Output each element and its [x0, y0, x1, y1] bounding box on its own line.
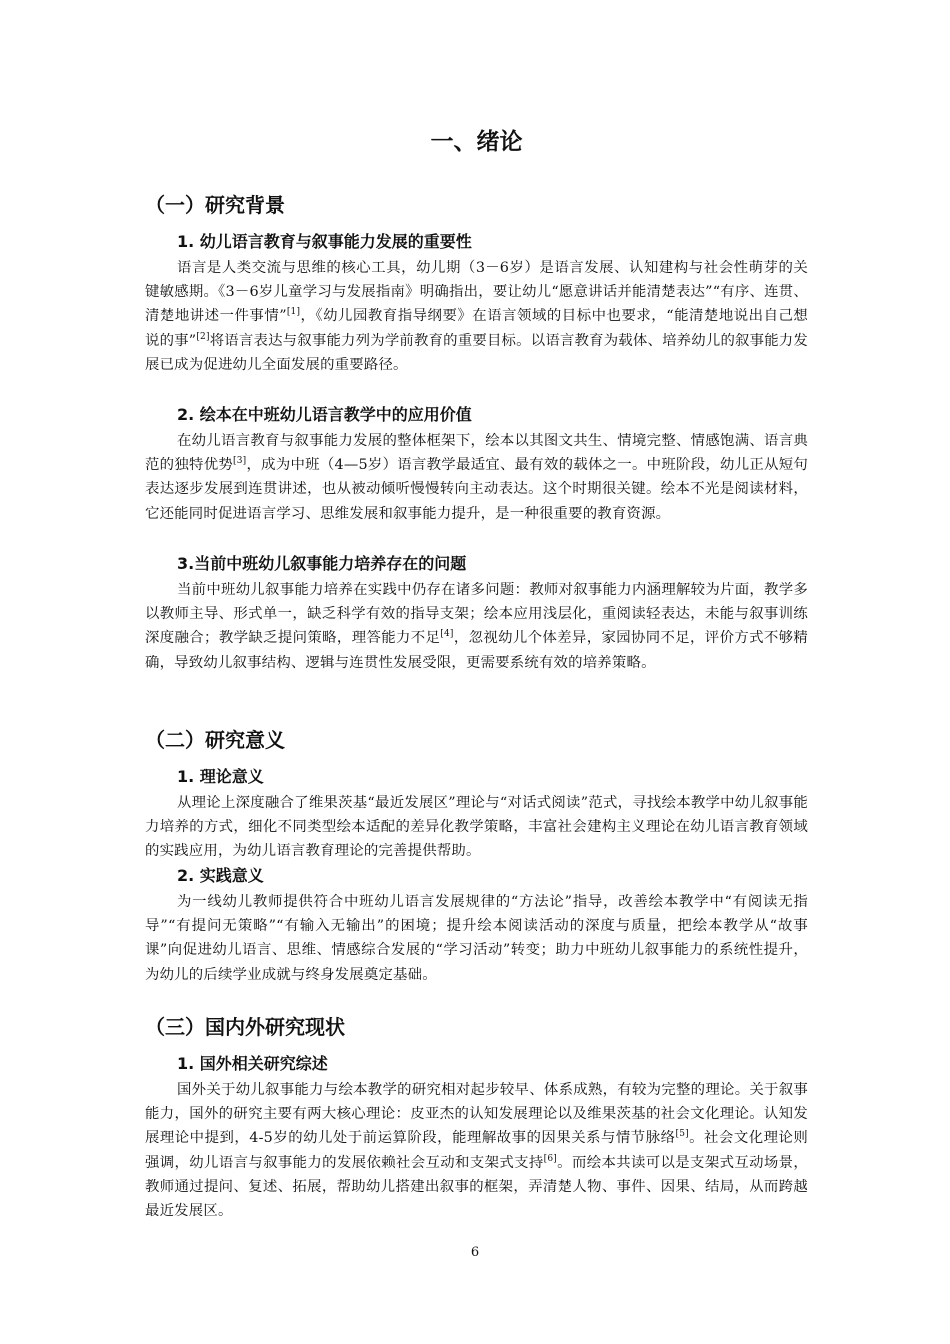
subsection-title-value: 2. 绘本在中班幼儿语言教学中的应用价值 [177, 405, 472, 424]
text-span: 在幼儿语言教育与叙事能力发展的整体框架下，绘本以其图文共生、情境完整、情感饱满、语言典范的独特优势 [145, 433, 808, 474]
text-span: 。而绘本共读可以是支架式互动场景，教师通过提问、复述、拓展，帮助幼儿搭建出叙事的框架，弄清楚人物、事件、因果、结局，从而跨越最近发展区。 [145, 1154, 808, 1220]
text-span: 将语言表达与叙事能力列为学前教育的重要目标。以语言教育为载体、培养幼儿的叙事能力发展已成为促进幼儿全面发展的重要路径。 [145, 332, 808, 373]
paragraph-foreign [145, 1078, 808, 1223]
paragraph-problems [145, 578, 808, 675]
page-number: 6 [470, 1245, 480, 1260]
text-span: 语言是人类交流与思维的核心工具，幼儿期（3－6岁）是语言发展、认知建构与社会性萌芽的关键敏感期。《3－6岁儿童学习与发展指南》明确指出，要让幼儿“愿意讲话并能清楚表达”“有序、连贯、清楚地讲述一件事情” [145, 260, 808, 325]
paragraph-importance [145, 256, 808, 377]
chapter-title: 一、绪论 [430, 129, 523, 155]
text-span: ，《幼儿园教育指导纲要》在语言领域的目标中也要求，“能清楚地说出自己想说的事” [145, 308, 808, 349]
citation-2: [2] [196, 331, 210, 342]
text-span: 。社会文化理论则强调，幼儿语言与叙事能力的发展依赖社会互动和支架式支持 [145, 1130, 808, 1171]
paragraph-value [145, 429, 808, 526]
text-span: 当前中班幼儿叙事能力培养在实践中仍存在诸多问题：教师对叙事能力内涵理解较为片面，教学多以教师主导、形式单一，缺乏科学有效的指导支架；绘本应用浅层化，重阅读轻表达，未能与叙事训练深度融合；教学缺乏提问策略，理答能力不足 [145, 582, 808, 647]
section-title-significance: （二）研究意义 [145, 728, 285, 752]
section-title-status: （三）国内外研究现状 [145, 1015, 345, 1039]
text-span: ，忽视幼儿个体差异，家园协同不足，评价方式不够精确，导致幼儿叙事结构、逻辑与连贯性发展受限，更需要系统有效的培养策略。 [145, 630, 808, 671]
citation-1: [1] [286, 307, 301, 318]
citation-6: [6] [543, 1153, 557, 1164]
paragraph-theory: 从理论上深度融合了维果茨基“最近发展区”理论与“对话式阅读”范式，寻找绘本教学中幼儿叙事能力培养的方式，细化不同类型绘本适配的差异化教学策略，丰富社会建构主义理论在幼儿语言教育领域的实践应用，为幼儿语言教育理论的完善提供帮助。 [145, 795, 808, 860]
subsection-title-theory: 1. 理论意义 [177, 767, 264, 786]
text-span: ，成为中班（4—5岁）语言教学最适宜、最有效的载体之一。中班阶段，幼儿正从短句表达逐步发展到连贯讲述，也从被动倾听慢慢转向主动表达。这个时期很关键。绘本不光是阅读材料，它还能同时促进语言学习、思维发展和叙事能力提升，是一种很重要的教育资源。 [145, 457, 808, 522]
subsection-title-practice: 2. 实践意义 [177, 866, 264, 885]
citation-3: [3] [233, 456, 247, 467]
paragraph-practice: 为一线幼儿教师提供符合中班幼儿语言发展规律的“方法论”指导，改善绘本教学中“有阅读无指导”“有提问无策略”“有输入无输出”的困境；提升绘本阅读活动的深度与质量，把绘本教学从“故事课”向促进幼儿语言、思维、情感综合发展的“学习活动”转变；助力中班幼儿叙事能力的系统性提升，为幼儿的后续学业成就与终身发展奠定基础。 [145, 894, 808, 983]
section-title-background: （一）研究背景 [145, 193, 285, 217]
citation-4: [4] [440, 629, 454, 640]
subsection-title-foreign: 1. 国外相关研究综述 [177, 1054, 328, 1073]
subsection-title-importance: 1. 幼儿语言教育与叙事能力发展的重要性 [177, 232, 472, 251]
subsection-title-problems: 3.当前中班幼儿叙事能力培养存在的问题 [177, 554, 467, 573]
text-span: 国外关于幼儿叙事能力与绘本教学的研究相对起步较早、体系成熟，有较为完整的理论。关于叙事能力，国外的研究主要有两大核心理论：皮亚杰的认知发展理论以及维果茨基的社会文化理论。认知发展理论中提到，4-5岁的幼儿处于前运算阶段，能理解故事的因果关系与情节脉络 [145, 1082, 808, 1147]
citation-5: [5] [675, 1129, 689, 1140]
